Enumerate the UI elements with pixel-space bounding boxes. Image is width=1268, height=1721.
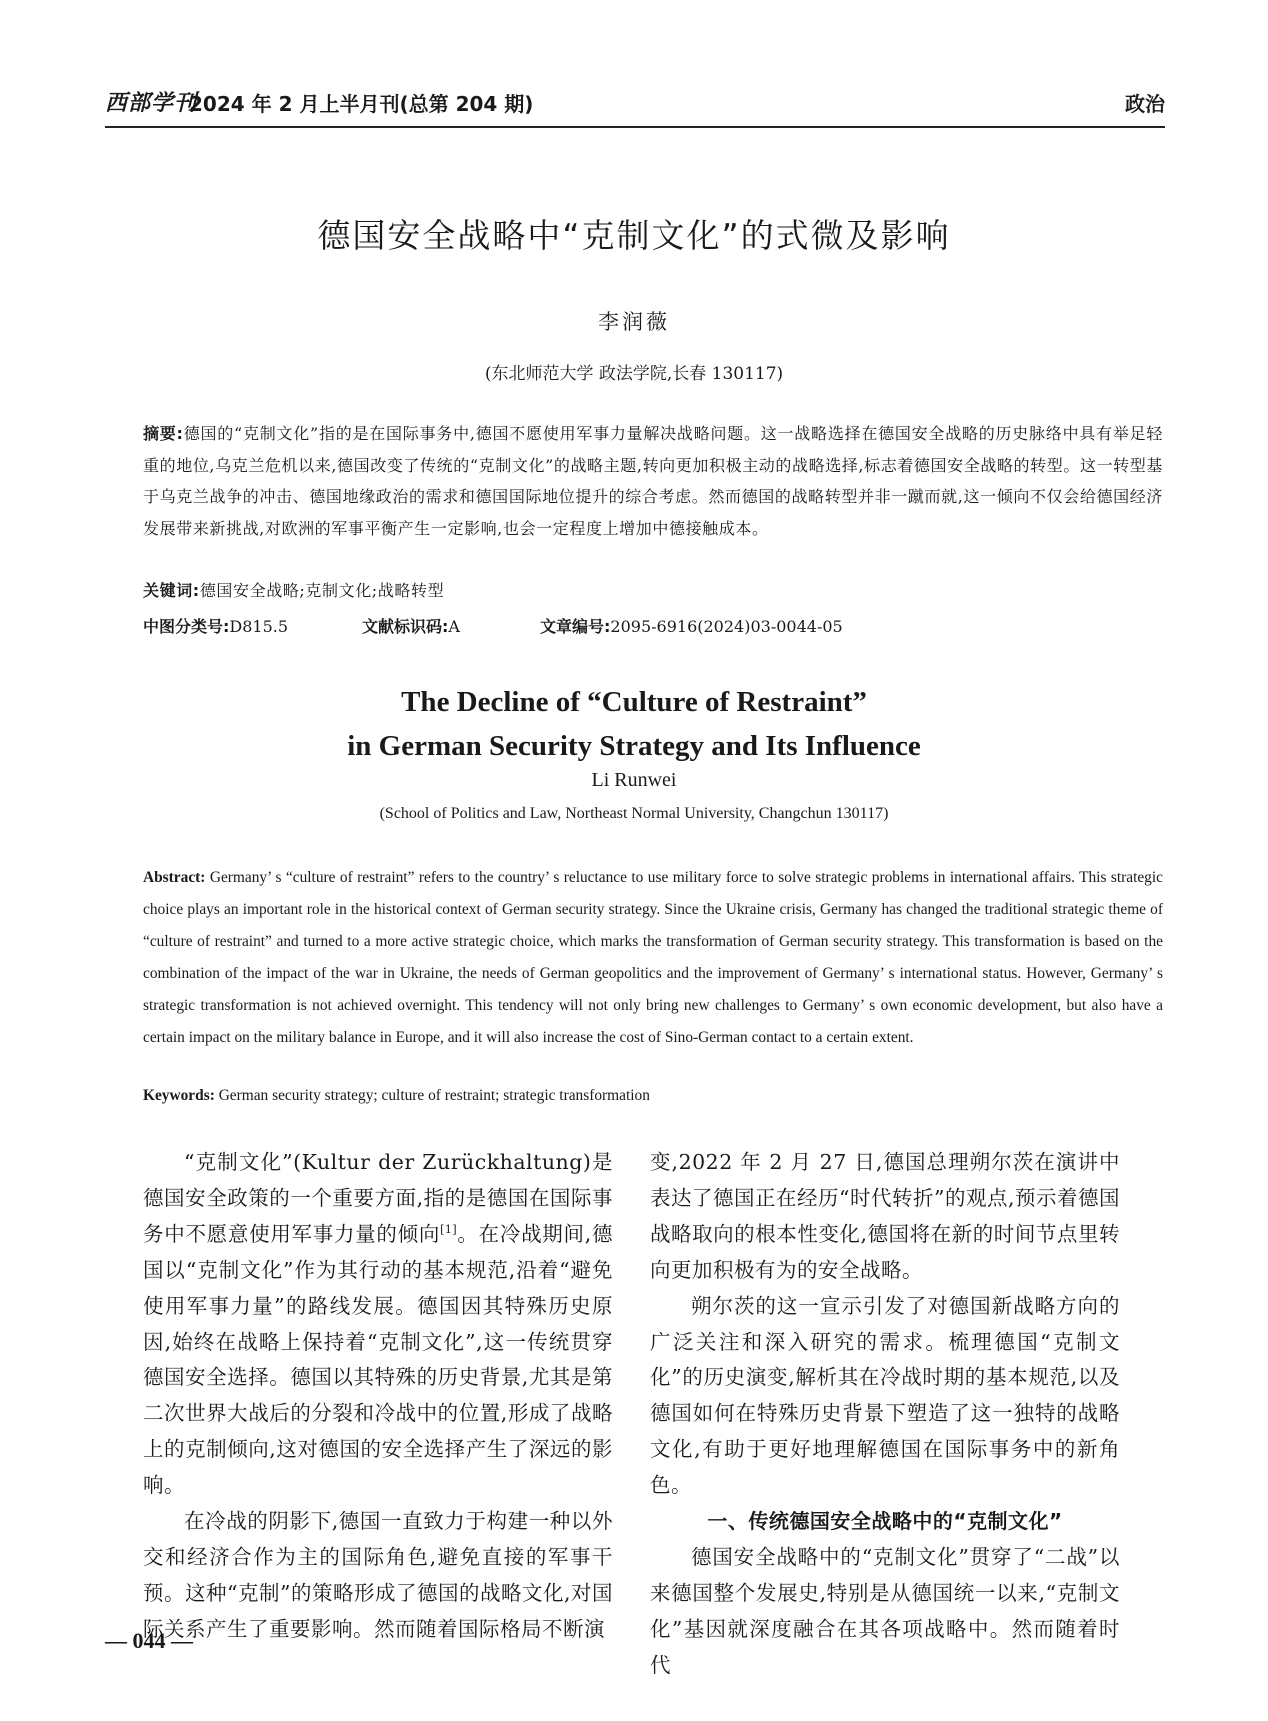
document-code-label: 文献标识码: (362, 617, 449, 636)
body-paragraph (143, 1145, 613, 1504)
journal-logo: 西部学刊 (105, 90, 198, 116)
body-column-left (143, 1145, 613, 1648)
affiliation-en: (School of Politics and Law, Northeast Normal University, Changchun 130117) (379, 805, 889, 822)
paragraph-text: “克制文化”(Kultur der Zurückhaltung)是德国安全政策的一个重要方面,指的是德国在国际事务中不愿意使用军事力量的倾向 (143, 1150, 613, 1246)
clc-number (143, 614, 288, 637)
keywords-cn-text: 德国安全战略;克制文化;战略转型 (199, 581, 445, 600)
article-title-en (0, 680, 1268, 768)
document-code (362, 614, 460, 637)
article-number-value: 2095-6916(2024)03-0044-05 (610, 617, 843, 636)
section-name: 政治 (1125, 92, 1165, 116)
title-en-line-2: in German Security Strategy and Its Influence (347, 730, 921, 762)
abstract-en-label: Abstract: (143, 869, 206, 886)
author-name-en: Li Runwei (591, 769, 677, 791)
keywords-en (143, 1087, 650, 1105)
abstract-cn-label: 摘要: (143, 424, 184, 443)
document-code-value: A (448, 617, 460, 636)
running-header (105, 86, 1165, 116)
article-number-label: 文章编号: (540, 617, 611, 636)
body-paragraph: 德国安全战略中的“克制文化”贯穿了“二战”以来德国整个发展史,特别是从德国统一以来,“克制文化”基因就深度融合在其各项战略中。然而随着时代 (650, 1544, 1120, 1677)
header-rule (105, 126, 1165, 128)
affiliation-cn: (东北师范大学 政法学院,长春 130117) (484, 364, 784, 384)
clc-value: D815.5 (229, 617, 289, 636)
author-name-cn: 李润薇 (598, 310, 670, 334)
clc-label: 中图分类号: (143, 617, 230, 636)
paragraph-text: 。在冷战期间,德国以“克制文化”作为其行动的基本规范,沿着“避免使用军事力量”的路线发展。德国因其特殊历史原因,始终在战略上保持着“克制文化”,这一传统贯穿德国安全选择。德国以其特殊的历史背景,尤其是第二次世界大战后的分裂和冷战中的位置,形成了战略上的克制倾向,这对德国的安全选择产生了深远的影响。 (143, 1221, 613, 1498)
abstract-cn (143, 418, 1163, 544)
abstract-en (143, 862, 1163, 1054)
abstract-en-text: Germany’ s “culture of restraint” refers to the country’ s reluctance to use military force to solve strategic problems in international affairs. This strategic choice plays an important role in the historical context of German security strategy. Since the Ukraine crisis, Germany has changed the traditional strategic theme of “culture of restraint” and turned to a more active strategic choice, which marks the transformation of German security strategy. This transformation is based on the combination of the impact of the war in Ukraine, the needs of German geopolitics and the improvement of Germany’ s international status. However, Germany’ s strategic transformation is not achieved overnight. This tendency will not only bring new challenges to Germany’ s own economic development, but also have a certain impact on the military balance in Europe, and it will also increase the cost of Sino-German contact to a certain extent. (143, 869, 1163, 1046)
keywords-en-label: Keywords: (143, 1087, 215, 1104)
keywords-cn (143, 578, 444, 601)
article-number (540, 614, 843, 637)
citation-ref[interactable]: [1] (440, 1222, 458, 1236)
keywords-en-text: German security strategy; culture of restraint; strategic transformation (218, 1087, 650, 1104)
body-paragraph: 在冷战的阴影下,德国一直致力于构建一种以外交和经济合作为主的国际角色,避免直接的军事干预。这种“克制”的策略形成了德国的战略文化,对国际关系产生了重要影响。然而随着国际格局不断演 (143, 1509, 613, 1641)
page-number: — 044 — (105, 1628, 193, 1653)
title-en-line-1: The Decline of “Culture of Restraint” (401, 686, 867, 718)
abstract-cn-text: 德国的“克制文化”指的是在国际事务中,德国不愿使用军事力量解决战略问题。这一战略选择在德国安全战略的历史脉络中具有举足轻重的地位,乌克兰危机以来,德国改变了传统的“克制文化”的战略主题,转向更加积极主动的战略选择,标志着德国安全战略的转型。这一转型基于乌克兰战争的冲击、德国地缘政治的需求和德国国际地位提升的综合考虑。然而德国的战略转型并非一蹴而就,这一倾向不仅会给德国经济发展带来新挑战,对欧洲的军事平衡产生一定影响,也会一定程度上增加中德接触成本。 (143, 424, 1164, 538)
issue-info: 2024 年 2 月上半月刊(总第 204 期) (189, 92, 534, 116)
keywords-cn-label: 关键词: (143, 581, 200, 600)
body-paragraph: 朔尔茨的这一宣示引发了对德国新战略方向的广泛关注和深入研究的需求。梳理德国“克制文化”的历史演变,解析其在冷战时期的基本规范,以及德国如何在特殊历史背景下塑造了这一独特的战略文化,有助于更好地理解德国在国际事务中的新角色。 (650, 1293, 1120, 1498)
body-column-right (650, 1145, 1120, 1684)
section-heading: 一、传统德国安全战略中的“克制文化” (707, 1509, 1063, 1534)
body-paragraph: 变,2022 年 2 月 27 日,德国总理朔尔茨在演讲中表达了德国正在经历“时代转折”的观点,预示着德国战略取向的根本性变化,德国将在新的时间节点里转向更加积极有为的安全战略。 (650, 1150, 1120, 1282)
article-title-cn: 德国安全战略中“克制文化”的式微及影响 (317, 216, 951, 255)
